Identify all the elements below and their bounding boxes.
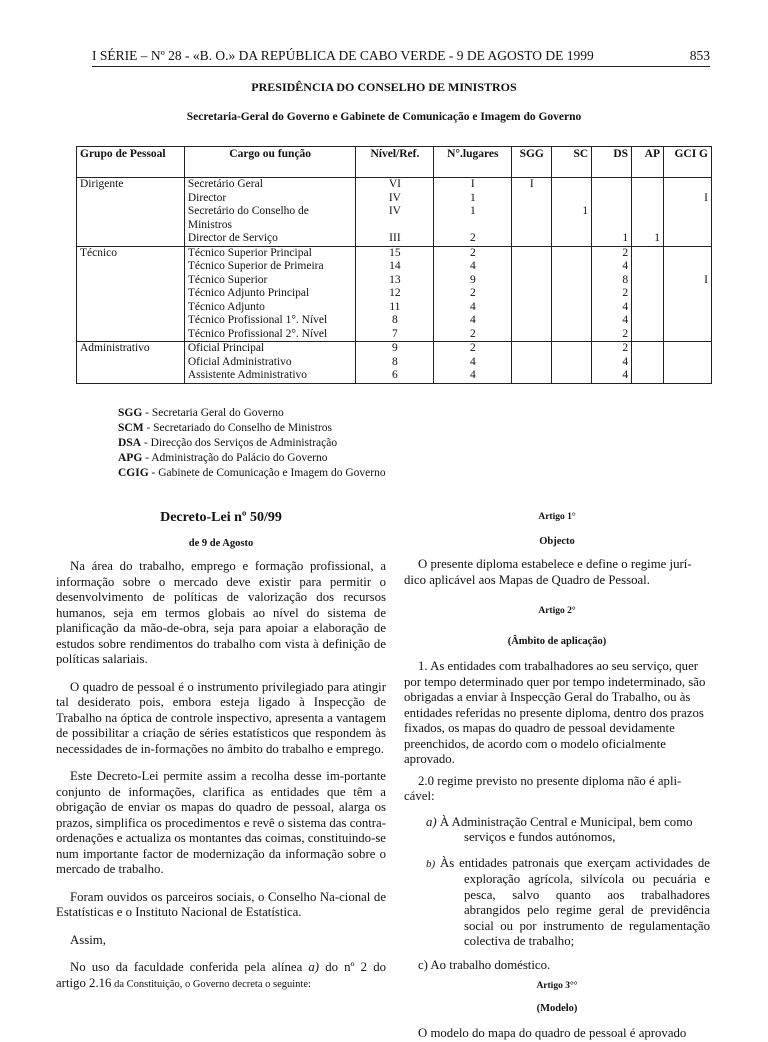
- paragraph: 2.0 regime previsto no presente diploma não é apli-cável:: [404, 773, 682, 803]
- paragraph: O quadro de pessoal é o instrumento privilegiado para atingir tal desiderato pois, embora esteja ligado à Inspecção de Trabalho na óptica de controle inspectivo, apresenta a vantagem de possibilitar a criação de séries estatísticos que respondem às necessidades de in-formações no âmbito do trabalho e emprego.: [56, 679, 386, 756]
- page-number: 853: [689, 48, 710, 63]
- header-grupo: Grupo de Pessoal: [77, 147, 185, 178]
- cell-ap: [632, 246, 664, 342]
- cell-ds: 2 4 8 2 4 4 2: [592, 246, 632, 342]
- section-title: PRESIDÊNCIA DO CONSELHO DE MINISTROS: [251, 80, 517, 94]
- header-nivel: Nível/Ref.: [356, 147, 434, 178]
- paragraph: 1. As entidades com trabalhadores ao seu serviço, quer por tempo determinado quer por tempo indeterminado, são obrigadas a enviar à Inspecção Geral do Trabalho, ou às entidades referidas no presente diploma, dentro dos prazos fixados, os mapas do quadro de pessoal devidamente preenchidos, de acordo com o modelo oficialmente aprovado.: [404, 659, 706, 766]
- cell-cargo: Oficial Principal Oficial Administrativo Assistente Administrativo: [184, 342, 356, 384]
- header-gcig: GCI G: [664, 147, 712, 178]
- legend-item: DSA - Direcção dos Serviços de Administração: [118, 437, 338, 449]
- legend-item: CGIG - Gabinete de Comunicação e Imagem do Governo: [118, 467, 386, 479]
- decree-title: Decreto-Lei nº 50/99: [160, 510, 282, 525]
- cell-lugares: 2 4 4: [434, 342, 512, 384]
- cell-ds: 2 4 4: [592, 342, 632, 384]
- table-row: [77, 178, 712, 247]
- header-ap: AP: [632, 147, 664, 178]
- cell-grupo: Dirigente: [77, 178, 185, 247]
- article-title: (Âmbito de aplicação): [507, 635, 607, 647]
- section-subtitle: Secretaria-Geral do Governo e Gabinete de Comunicação e Imagem do Governo: [186, 111, 582, 123]
- right-column: [404, 510, 710, 1042]
- cell-gcig: I: [664, 246, 712, 342]
- paragraph: O presente diploma estabelece e define o regime jurí-dico aplicável aos Mapas de Quadro de Pessoal.: [404, 557, 692, 587]
- cell-lugares: I 1 1 2: [434, 178, 512, 247]
- paragraph: Foram ouvidos os parceiros sociais, o Conselho Na-cional de Estatísticas e o Instituto Nacional de Estatística.: [56, 889, 386, 919]
- cell-ap: 1: [632, 178, 664, 247]
- paragraph: Assim,: [70, 932, 106, 947]
- cell-cargo: Secretário Geral Director Secretário do Conselho de Ministros Director de Serviço: [184, 178, 356, 247]
- article-title: Objecto: [539, 535, 575, 547]
- header-sc: SC: [552, 147, 592, 178]
- legend-item: APG - Administração do Palácio do Governo: [118, 452, 328, 464]
- cell-ap: [632, 342, 664, 384]
- table-row: [77, 246, 712, 342]
- cell-nivel: VI IV IV III: [356, 178, 434, 247]
- header-ds: DS: [592, 147, 632, 178]
- list-item: c) Ao trabalho doméstico.: [418, 957, 551, 972]
- paragraph: Na área do trabalho, emprego e formação profissional, a informação sobre o mercado deve existir para permitir o desenvolvimento de políticas de valorização dos recursos humanos, seja em termos globais ao nível do sistema de planificação da mão-de-obra, seja para apoiar a elaboração de estudos sobre rendimentos do trabalho com vista à definição de políticas salariais.: [56, 559, 386, 666]
- cell-gcig: I: [664, 178, 712, 247]
- cell-lugares: 2 4 9 2 4 4 2: [434, 246, 512, 342]
- cell-grupo: Administrativo: [77, 342, 185, 384]
- list-item: b) Às entidades patronais que exerçam actividades de exploração agrícola, silvícola ou pecuária e pesca, salvo quanto aos trabalhadores abrangidos pelo regime geral de previdência social ou por instrumento de regulamentação colectiva de trabalho;: [426, 855, 710, 948]
- table-header-row: [77, 147, 712, 178]
- header-lugares: N°.lugares: [434, 147, 512, 178]
- decree-date: de 9 de Agosto: [188, 537, 254, 549]
- legend-item: SCM - Secretariado do Conselho de Ministros: [118, 422, 332, 434]
- list-item: a) À Administração Central e Municipal, bem como serviços e fundos autónomos,: [426, 814, 693, 844]
- cell-cargo: Técnico Superior Principal Técnico Superior de Primeira Técnico Superior Técnico Adjunto Principal Técnico Adjunto Técnico Profissional 1°. Nível Técnico Profissional 2°. Nível: [184, 246, 356, 342]
- cell-ds: 1: [592, 178, 632, 247]
- header-cargo: Cargo ou função: [184, 147, 356, 178]
- header-sgg: SGG: [512, 147, 552, 178]
- article-title: (Modelo): [536, 1002, 578, 1014]
- cell-nivel: 9 8 6: [356, 342, 434, 384]
- abbreviation-legend: [118, 406, 386, 481]
- article-number: Artigo 3°°: [536, 981, 578, 991]
- left-column: [56, 510, 386, 992]
- cell-grupo: Técnico: [77, 246, 185, 342]
- staff-table: [76, 146, 712, 384]
- header-rule: [92, 66, 710, 67]
- article-number: Artigo 1°: [538, 512, 576, 522]
- cell-sc: 1: [552, 178, 592, 247]
- cell-sc: [552, 246, 592, 342]
- paragraph: No uso da faculdade conferida pela alínea a) do nº 2 do artigo 2.16 da Constituição, o Governo decreta o seguinte:: [56, 960, 386, 990]
- table-row: [77, 342, 712, 384]
- cell-sgg: I: [512, 178, 552, 247]
- paragraph: O modelo do mapa do quadro de pessoal é aprovado: [418, 1026, 687, 1040]
- cell-sgg: [512, 342, 552, 384]
- header-title: I SÉRIE – Nº 28 - «B. O.» DA REPÚBLICA DE CABO VERDE - 9 DE AGOSTO DE 1999: [92, 48, 594, 63]
- cell-nivel: 15 14 13 12 11 8 7: [356, 246, 434, 342]
- paragraph: Este Decreto-Lei permite assim a recolha desse im-portante conjunto de informações, clarifica as entidades que têm a obrigação de enviar os mapas do quadro de pessoal, alarga os prazos, simplifica os procedimentos e revê o sistema das contra-ordenações e actualiza os montantes das coimas, constituindo-se num importante factor de modernização da informação sobre o mercado de trabalho.: [56, 769, 386, 876]
- cell-gcig: [664, 342, 712, 384]
- article-number: Artigo 2°: [538, 606, 576, 616]
- cell-sgg: [512, 246, 552, 342]
- cell-sc: [552, 342, 592, 384]
- legend-item: SGG - Secretaria Geral do Governo: [118, 407, 284, 419]
